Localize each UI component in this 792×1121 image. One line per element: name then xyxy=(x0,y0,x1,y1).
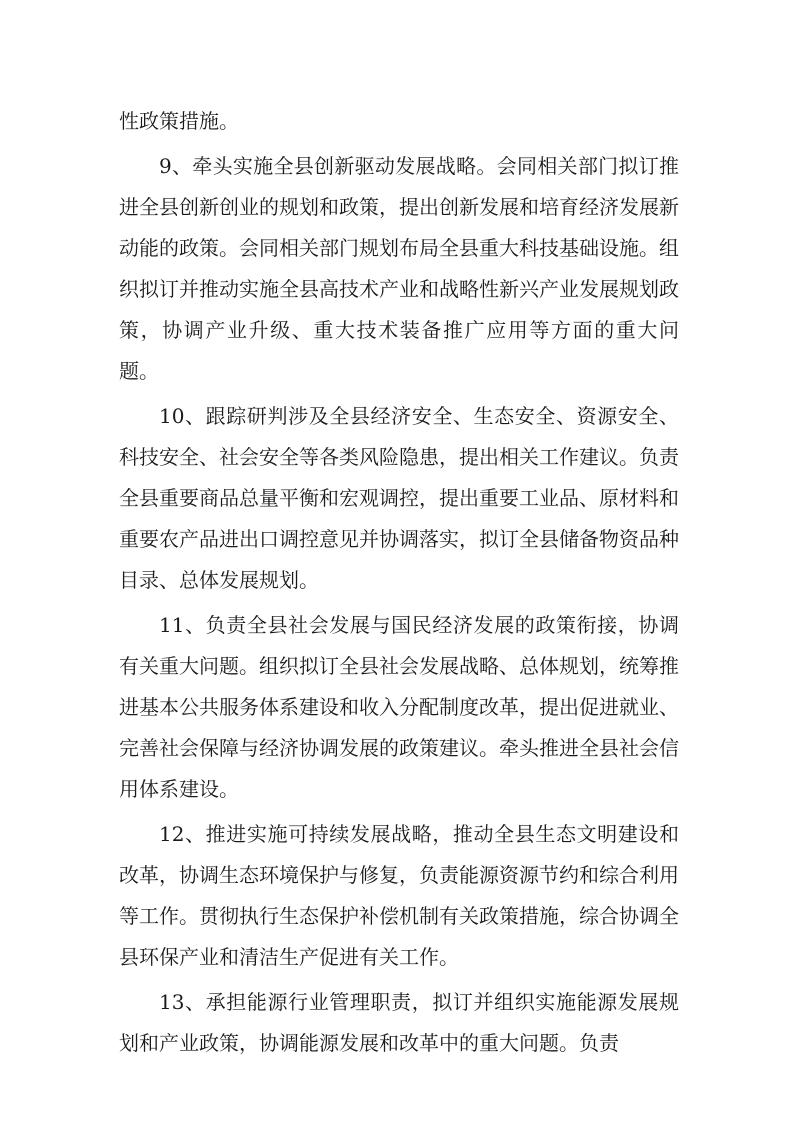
paragraph-continuation: 性政策措施。 xyxy=(119,109,239,133)
paragraph-item-9: 9、牵头实施全县创新驱动发展战略。会同相关部门拟订推进全县创新创业的规划和政策，提出创新发展和培育经济发展新动能的政策。会同相关部门规划布局全县重大科技基础设施。组织拟订并推动实施全县高技术产业和战略性新兴产业发展规划政策，协调产业升级、重大技术装备推广应用等方面的重大问 题。 xyxy=(119,154,679,383)
document-body xyxy=(119,101,679,1064)
paragraph-item-13: 13、承担能源行业管理职责，拟订并组织实施能源发展规划和产业政策，协调能源发展和改革中的重大问题。负责 xyxy=(119,990,679,1055)
paragraph-item-10: 10、跟踪研判涉及全县经济安全、生态安全、资源安全、科技安全、社会安全等各类风险隐患，提出相关工作建议。负责全县重要商品总量平衡和宏观调控，提出重要工业品、原材料和重要农产品进出口调控意见并协调落实，拟订全县储备物资品种目录、总体发展规划。 xyxy=(119,404,679,592)
paragraph-item-11: 11、负责全县社会发展与国民经济发展的政策衔接，协调有关重大问题。组织拟订全县社会发展战略、总体规划，统筹推进基本公共服务体系建设和收入分配制度改革，提出促进就业、完善社会保障与经济协调发展的政策建议。牵头推进全县社会信用体系建设。 xyxy=(119,613,679,801)
paragraph-item-12: 12、推进实施可持续发展战略，推动全县生态文明建设和改革，协调生态环境保护与修复，负责能源资源节约和综合利用等工作。贯彻执行生态保护补偿机制有关政策措施，综合协调全县环保产业和清洁生产促进有关工作。 xyxy=(119,822,679,969)
